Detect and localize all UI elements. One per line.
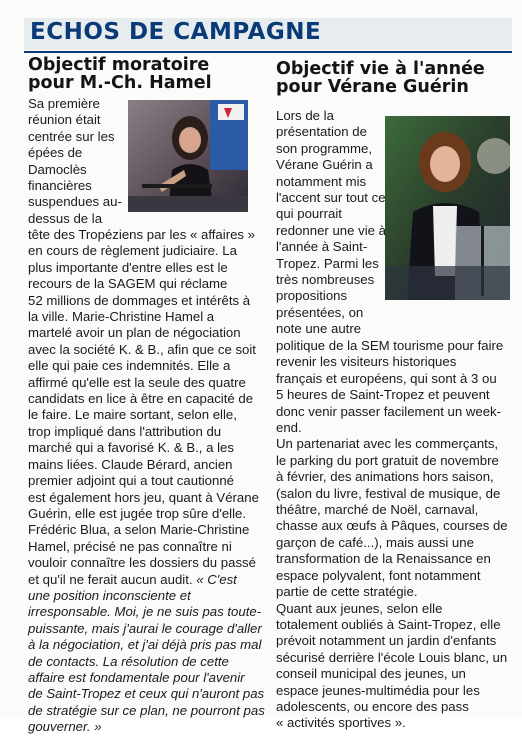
body-line: transformation de la Renaissance en [276, 551, 491, 567]
body-line: garçon de café...), mais aussi une [276, 534, 474, 550]
left-article [28, 56, 258, 92]
quote-line: gouverner. » [28, 719, 102, 735]
body-line: politique de la SEM tourisme pour faire [276, 338, 504, 353]
body-line: notamment mis [276, 173, 367, 189]
body-line: Lors de la [276, 108, 334, 123]
body-line: plus importante d'entre elles est le [28, 259, 228, 275]
body-line: Guérin, elle est jugée trop sûre d'elle. [28, 505, 247, 521]
body-line: théâtre, marché de Noël, carnaval, [276, 502, 479, 518]
body-line: son programme, [276, 140, 373, 156]
right-headline [276, 60, 512, 96]
body-line: donc venir passer facilement un week- [276, 403, 502, 419]
quote-start: « C'est [192, 571, 237, 587]
body-line: end. [276, 420, 302, 436]
body-line: l'accent sur tout ce [276, 190, 386, 206]
body-line: vouloir connaître les dossiers du passé [28, 555, 256, 571]
body-line: Damoclès [28, 161, 87, 177]
body-line: (salon du livre, festival de musique, de [276, 485, 501, 501]
body-line: Frédéric Blua, a selon Marie-Christine [28, 522, 250, 538]
body-line: épées de [28, 145, 83, 161]
body-line: redonner une vie à [276, 222, 386, 238]
body-line: martelé avoir un plan de négociation [28, 325, 241, 341]
body-line: qui pourrait [276, 206, 342, 222]
body-line: marché qui a favorisé K. & B., a les [28, 440, 234, 456]
body-line: présentation de [276, 124, 367, 140]
body-line: Un partenariat avec les commerçants, [276, 436, 499, 452]
left-headline [28, 56, 258, 92]
body-line: sécurisé derrière l'école Louis blanc, un [276, 649, 508, 665]
quote-line: puissante, mais j'aurai le courage d'aller [28, 620, 262, 636]
body-line: la ville. Marie-Christine Hamel a [28, 309, 215, 325]
right-article [276, 60, 512, 96]
body-line: avec la société K. & B., afin que ce soit [28, 341, 256, 357]
body-line: est également hors jeu, quant à Vérane [28, 489, 259, 505]
body-line: conseil municipal des jeunes, un [276, 666, 466, 682]
body-line: financières [28, 178, 92, 194]
body-line: prévoit notamment un jardin d'enfants [276, 633, 497, 649]
body-line: chasse aux œufs à Pâques, courses de [276, 518, 508, 534]
body-line: le faire. Le maire sortant, selon elle, [28, 407, 237, 423]
body-line: très nombreuses [276, 272, 375, 288]
body-line: en cours de règlement judiciaire. La [28, 243, 237, 259]
body-line-text: et qu'il ne ferait aucun audit. [28, 571, 193, 587]
body-line: Vérane Guérin a [276, 157, 373, 173]
body-line: totalement oubliés à Saint-Tropez, elle [276, 616, 501, 632]
right-photo [385, 116, 510, 300]
quote-line: affaire est fondamentale pour l'avenir [28, 669, 245, 685]
body-line: Hamel, précisé ne pas connaître ni [28, 538, 232, 554]
left-body-text [28, 227, 265, 736]
body-line: Quant aux jeunes, selon elle [276, 600, 443, 616]
body-line: tête des Tropéziens par les « affaires » [28, 227, 256, 242]
body-line: réunion était [28, 112, 101, 128]
rubric-title: ECHOS DE CAMPAGNE [30, 19, 322, 45]
body-line: Tropez. Parmi les [276, 255, 379, 271]
body-line: 5 heures de Saint-Tropez et peuvent [276, 387, 490, 403]
left-headline-line: pour M.-Ch. Hamel [28, 73, 212, 93]
right-body-text [276, 338, 508, 732]
body-line: Sa première [28, 96, 100, 111]
body-line [28, 572, 265, 588]
body-line: dessus de la [28, 210, 103, 226]
body-line: présentées, on [276, 304, 364, 320]
body-line: note une autre [276, 321, 362, 337]
body-line: recours de la SAGEM qui réclame [28, 276, 228, 292]
body-line: l'année à Saint- [276, 239, 368, 255]
left-headline-line: Objectif moratoire [28, 55, 210, 75]
body-line: français et européens, qui sont à 3 ou [276, 370, 497, 386]
right-wrap-text [276, 108, 386, 338]
body-line: partie de cette stratégie. [276, 584, 418, 600]
rubric-rule [24, 51, 512, 53]
body-line: elle qui paie ces indemnités. Elle a [28, 358, 231, 374]
quote-line: à la négociation, et j'ai déjà pris pas mal [28, 637, 262, 653]
quote-line: irresponsable. Moi, je ne suis pas toute- [28, 604, 262, 620]
body-line: espace jeunes-multimédia pour les [276, 682, 480, 698]
body-line: revenir les visiteurs historiques [276, 354, 457, 370]
body-line: propositions [276, 288, 348, 304]
quote-line: de stratégie sur ce plan, ne pourront pas [28, 702, 265, 718]
body-line: adolescents, ou encore des pass [276, 698, 469, 714]
body-line: à février, des animations hors saison, [276, 469, 494, 485]
body-line: le parking du port gratuit de novembre [276, 452, 499, 468]
body-line: 52 millions de dommages et intérêts à [28, 292, 251, 308]
quote-line: de contacts. La résolution de cette [28, 653, 229, 669]
body-line: suspendues au- [28, 194, 122, 210]
body-line: espace polyvalent, font notamment [276, 567, 481, 583]
body-line: candidats en lice à être en capacité de [28, 391, 254, 407]
left-photo [128, 100, 248, 212]
body-line: affirmé qu'elle est la seule des quatre [28, 374, 246, 390]
body-line: trop impliqué dans l'attribution du [28, 423, 222, 439]
body-line: « activités sportives ». [276, 715, 406, 731]
quote-line: une position inconsciente et [28, 587, 191, 603]
right-headline-line: Objectif vie à l'année [276, 59, 485, 79]
body-line: premier adjoint qui a tout cautionné [28, 473, 235, 489]
body-line: centrée sur les [28, 128, 115, 144]
quote-line: de Saint-Tropez et ceux qui n'auront pas [28, 686, 265, 702]
right-headline-line: pour Vérane Guérin [276, 77, 469, 97]
body-line: mains liées. Claude Bérard, ancien [28, 456, 233, 472]
left-wrap-text [28, 96, 122, 227]
